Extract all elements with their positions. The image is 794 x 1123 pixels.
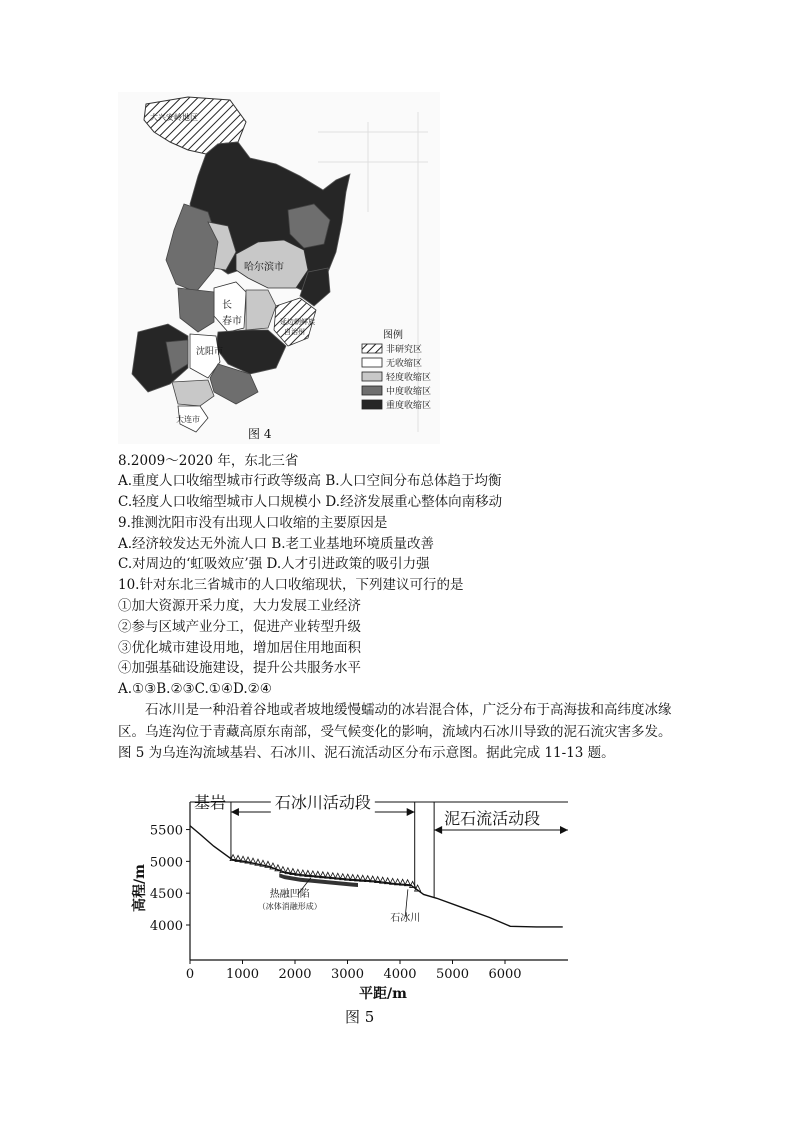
map-label-shenyang: 沈阳市	[196, 347, 224, 357]
q10-item-2: ②参与区域产业分工，促进产业转型升级	[118, 619, 361, 635]
zone-label: 基岩	[194, 793, 227, 812]
y-tick-label: 4500	[149, 887, 183, 903]
legend-swatch-none	[362, 358, 382, 367]
q9-stem: 9.推测沈阳市没有出现人口收缩的主要原因是	[118, 515, 388, 531]
legend-label-1: 无收缩区	[386, 359, 423, 369]
figure5-axes	[150, 802, 568, 982]
legend-label-4: 重度收缩区	[386, 401, 432, 411]
q8-options-cd: C.轻度人口收缩型城市人口规模小 D.经济发展重心整体向南移动	[118, 494, 503, 510]
figure5-caption: 图 5	[345, 1008, 375, 1026]
map-label-daxinganling: 大兴安岭地区	[150, 113, 198, 122]
x-tick-label: 0	[185, 967, 195, 982]
map-label-yanbian-2: 自治州	[284, 328, 305, 336]
profile-line	[190, 826, 563, 927]
map-label-changchun: 长	[222, 300, 232, 311]
map-label-harbin: 哈尔滨市	[244, 262, 284, 273]
q9-options-ab: A.经济较发达无外流人口 B.老工业基地环境质量改善	[118, 536, 435, 552]
figure5-chart	[118, 792, 588, 1032]
annotation-label: 石冰川	[390, 913, 421, 925]
q8-options-ab: A.重度人口收缩型城市行政等级高 B.人口空间分布总体趋于均衡	[118, 473, 502, 489]
q10-options: A.①③B.②③C.①④D.②④	[118, 681, 272, 697]
q10-item-1: ①加大资源开采力度，大力发展工业经济	[118, 598, 361, 614]
y-tick-label: 5500	[149, 823, 183, 839]
legend-swatch-heavy	[362, 400, 382, 409]
x-tick-label: 1000	[225, 967, 260, 982]
arrow-head	[407, 808, 415, 816]
x-tick-label: 5000	[435, 967, 470, 982]
arrow-head	[231, 808, 239, 816]
q8-stem: 8.2009～2020 年，东北三省	[118, 453, 299, 469]
zone-label: 泥石流活动段	[444, 809, 541, 828]
figure5-marks	[190, 793, 568, 927]
legend-label-0: 非研究区	[386, 345, 423, 355]
q10-stem: 10.针对东北三省城市的人口收缩现状，下列建议可行的是	[118, 577, 464, 593]
arrow-head	[560, 826, 568, 834]
annotation-label: 热融凹陷	[269, 889, 310, 900]
q10-item-3: ③优化城市建设用地，增加居住用地面积	[118, 640, 361, 656]
figure4-caption: 图 4	[248, 427, 272, 441]
figure5-xlabel: 平距/m	[359, 986, 407, 1002]
passage-text: 石冰川是一种沿着谷地或者坡地缓慢蠕动的冰岩混合体，广泛分布于高海拔和高纬度冰缘区。乌连沟位于青藏高原东南部，受气候变化的影响，流域内石冰川导致的泥石流灾害多发。图 5 为乌连沟流域基岩、石冰川、泥石流活动区分布示意图。据此完成 11-13 题。	[118, 702, 672, 761]
legend-swatch-light	[362, 372, 382, 381]
zone-label: 石冰川活动段	[274, 793, 371, 812]
figure5-ylabel: 高程/m	[132, 864, 148, 912]
x-tick-label: 4000	[383, 967, 417, 982]
legend-swatch-mid	[362, 386, 382, 395]
x-tick-label: 2000	[278, 967, 312, 982]
legend-label-2: 轻度收缩区	[386, 373, 432, 383]
legend-label-3: 中度收缩区	[386, 387, 432, 397]
figure4-map	[118, 92, 440, 444]
legend-title: 图例	[383, 330, 403, 341]
arrow-head	[434, 826, 442, 834]
legend-swatch-hatch	[362, 344, 382, 353]
q10-item-4: ④加强基础设施建设，提升公共服务水平	[118, 660, 361, 676]
map-label-changchun-2: 春市	[222, 316, 242, 327]
map-label-yanbian: 延边朝鲜族	[280, 318, 315, 326]
y-tick-label: 5000	[149, 855, 183, 871]
x-tick-label: 6000	[488, 967, 522, 982]
map-label-dalian: 大连市	[176, 415, 200, 424]
y-tick-label: 4000	[149, 919, 183, 934]
q9-options-cd: C.对周边的‘虹吸效应’强 D.人才引进政策的吸引力强	[118, 556, 430, 572]
x-tick-label: 3000	[330, 967, 365, 982]
passage	[118, 700, 678, 765]
annotation-sublabel: （冰体消融形成）	[257, 902, 322, 911]
